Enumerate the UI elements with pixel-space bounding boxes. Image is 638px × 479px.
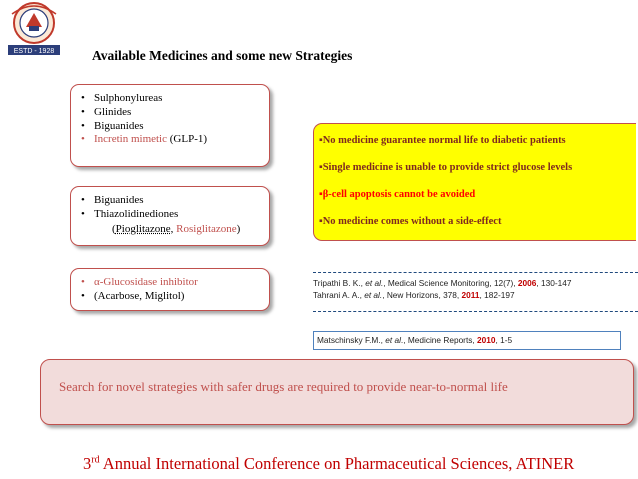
- ref-year: 2006: [517, 278, 537, 288]
- footer-ordinal: rd: [91, 454, 100, 466]
- institution-logo: [2, 0, 66, 60]
- ref-journal: , Medical Science Monitoring, 12(7),: [383, 278, 518, 288]
- incretin-suffix: (GLP-1): [169, 133, 208, 146]
- ref-journal: ., Medicine Reports,: [400, 335, 478, 345]
- limitation-1: ▪No medicine guarantee normal life to diabetic patients: [319, 135, 566, 146]
- logo-emblem: [2, 0, 66, 60]
- pioglitazone: Pioglitazone: [115, 222, 171, 235]
- reference-tripathi: [313, 277, 638, 289]
- ref-etal: et al: [385, 335, 401, 345]
- glitazone-examples: [77, 222, 269, 236]
- list-item: • Biguanides: [77, 120, 269, 134]
- list-item: • Glinides: [77, 106, 269, 120]
- limitation-3: ▪β-cell apoptosis cannot be avoided: [319, 189, 476, 200]
- ref-journal: , New Horizons, 378,: [382, 290, 462, 300]
- list-item-incretin: [77, 133, 269, 147]
- list-item: • Biguanides: [77, 194, 269, 208]
- medicine-box-1: [70, 84, 270, 167]
- ref-pages: , 182-197: [479, 290, 515, 300]
- reference-matschinsky: [313, 331, 621, 350]
- list-item: • α-Glucosidase inhibitor: [77, 276, 269, 290]
- footer-text: Annual International Conference on Pharmaceutical Sciences, ATINER: [99, 454, 575, 473]
- limitations-box: [313, 123, 636, 241]
- ref-etal: et al.: [365, 278, 384, 288]
- ref-etal: et al.: [364, 290, 383, 300]
- logo-estd: ESTD - 1928: [13, 48, 55, 55]
- paren-open: (: [112, 222, 116, 235]
- conference-footer: [83, 454, 574, 474]
- paren-close: ): [236, 222, 241, 235]
- limitation-4: ▪No medicine comes without a side-effect: [319, 216, 502, 227]
- rosiglitazone: Rosiglitazone: [176, 222, 237, 235]
- reference-tahrani: [313, 289, 638, 301]
- list-item: • Thiazolidinediones: [77, 208, 269, 222]
- ref-pages: , 1-5: [495, 335, 513, 345]
- ref-pages: , 130-147: [536, 278, 572, 288]
- medicine-box-3: [70, 268, 270, 311]
- footer-number: 3: [83, 454, 92, 473]
- novel-strategies-banner: Search for novel strategies with safer drugs are required to provide near-to-normal life: [40, 359, 634, 425]
- incretin-label: Incretin mimetic: [94, 133, 167, 146]
- ref-year: 2011: [461, 290, 480, 300]
- ref-authors: Matschinsky F.M.,: [317, 335, 386, 345]
- ref-authors: Tahrani A. A.,: [313, 290, 365, 300]
- slide-title: Available Medicines and some new Strategies: [92, 48, 353, 63]
- list-item: • (Acarbose, Miglitol): [77, 290, 269, 304]
- comma: ,: [170, 222, 177, 235]
- limitation-2: ▪Single medicine is unable to provide strict glucose levels: [319, 162, 573, 173]
- list-item: • Sulphonylureas: [77, 92, 269, 106]
- ref-year: 2010: [477, 335, 496, 345]
- ref-authors: Tripathi B. K.,: [313, 278, 366, 288]
- medicine-box-2: [70, 186, 270, 246]
- references-block-1: [313, 272, 638, 312]
